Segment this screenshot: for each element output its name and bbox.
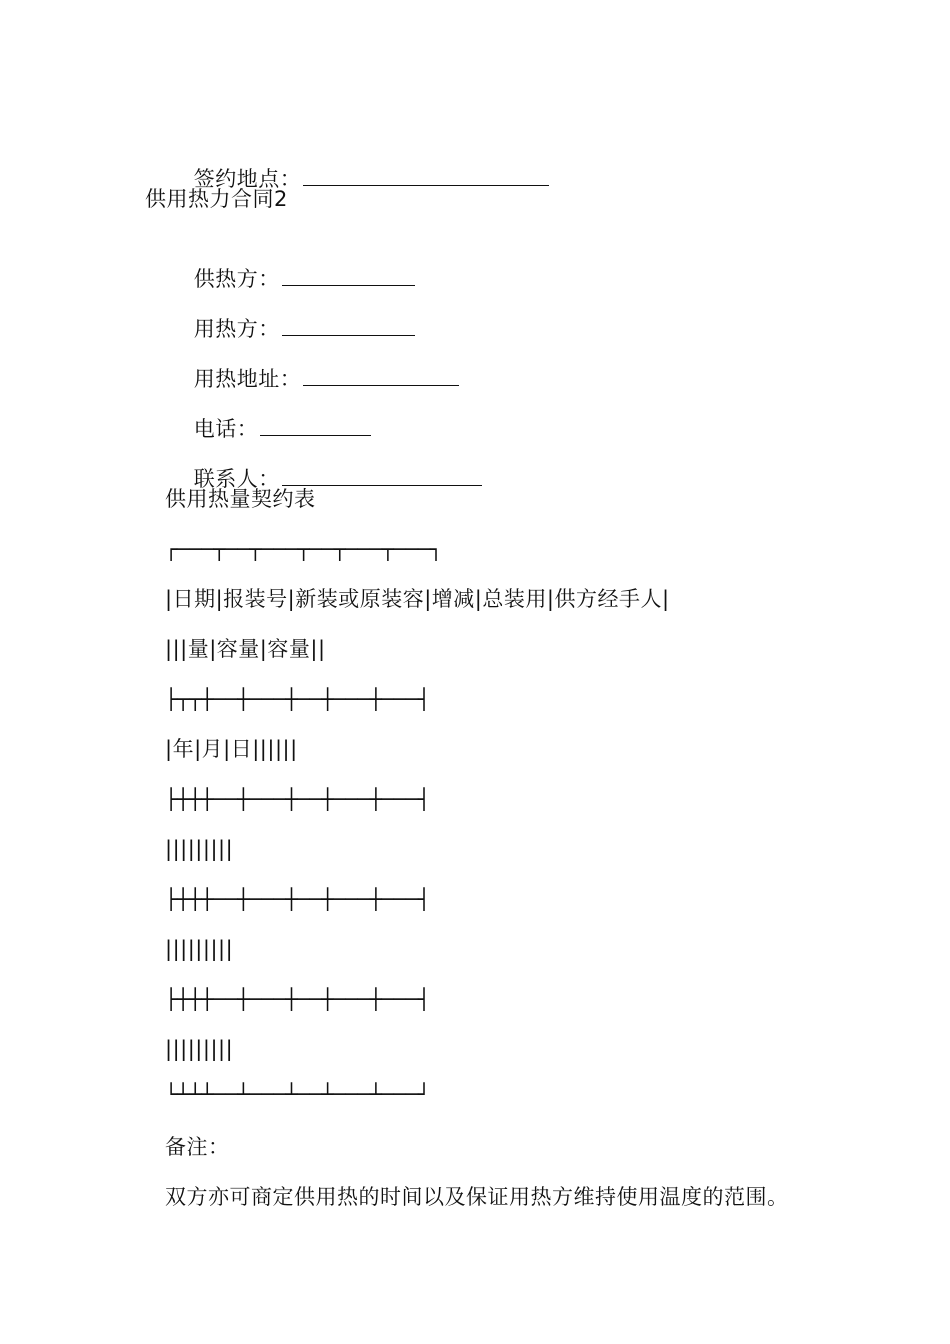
table-line-bottom: └┴┴┴──┴───┴──┴───┴───┘ bbox=[165, 1082, 430, 1106]
field-supplier-blank[interactable] bbox=[282, 263, 415, 286]
table-row: ||||||||| bbox=[165, 937, 234, 961]
field-phone-label: 电话： bbox=[193, 417, 259, 441]
field-user-blank[interactable] bbox=[282, 313, 415, 336]
table-row: ||||||||| bbox=[165, 837, 234, 861]
field-address-label: 用热地址： bbox=[193, 367, 302, 391]
table-line-divider: ├┼┼┼──┼───┼──┼───┼───┤ bbox=[165, 787, 430, 811]
remarks-text: 双方亦可商定供用热的时间以及保证用热方维持使用温度的范围。 bbox=[165, 1185, 789, 1209]
field-phone-blank[interactable] bbox=[260, 413, 371, 436]
table-line-divider: ├┼┼┼──┼───┼──┼───┼───┤ bbox=[165, 887, 430, 911]
table-line-divider: ├┼┼┼──┼───┼──┼───┼───┤ bbox=[165, 987, 430, 1011]
signing-place-label: 签约地点： bbox=[193, 167, 302, 191]
field-contact-blank[interactable] bbox=[282, 463, 482, 486]
table-header-row-3: |年|月|日|||||| bbox=[165, 737, 298, 761]
section-title: 供用热力合同2 bbox=[145, 187, 288, 211]
table-row: ||||||||| bbox=[165, 1037, 234, 1061]
remarks-label: 备注： bbox=[165, 1135, 230, 1159]
signing-place-blank[interactable] bbox=[303, 163, 549, 186]
field-contact-label: 联系人： bbox=[193, 467, 280, 491]
field-user-label: 用热方： bbox=[193, 317, 280, 341]
table-title: 供用热量契约表 bbox=[165, 487, 316, 511]
table-line-top: ┌───┬──┬───┬──┬───┬───┐ bbox=[165, 537, 442, 561]
table-header-row-2: |||量|容量|容量|| bbox=[165, 637, 326, 661]
field-address-blank[interactable] bbox=[303, 363, 459, 386]
field-supplier-label: 供热方： bbox=[193, 267, 280, 291]
table-header-row-1: |日期|报装号|新装或原装容|增减|总装用|供方经手人| bbox=[165, 587, 670, 611]
table-line-divider: ├┬┬┼──┼───┼──┼───┼───┤ bbox=[165, 687, 430, 711]
